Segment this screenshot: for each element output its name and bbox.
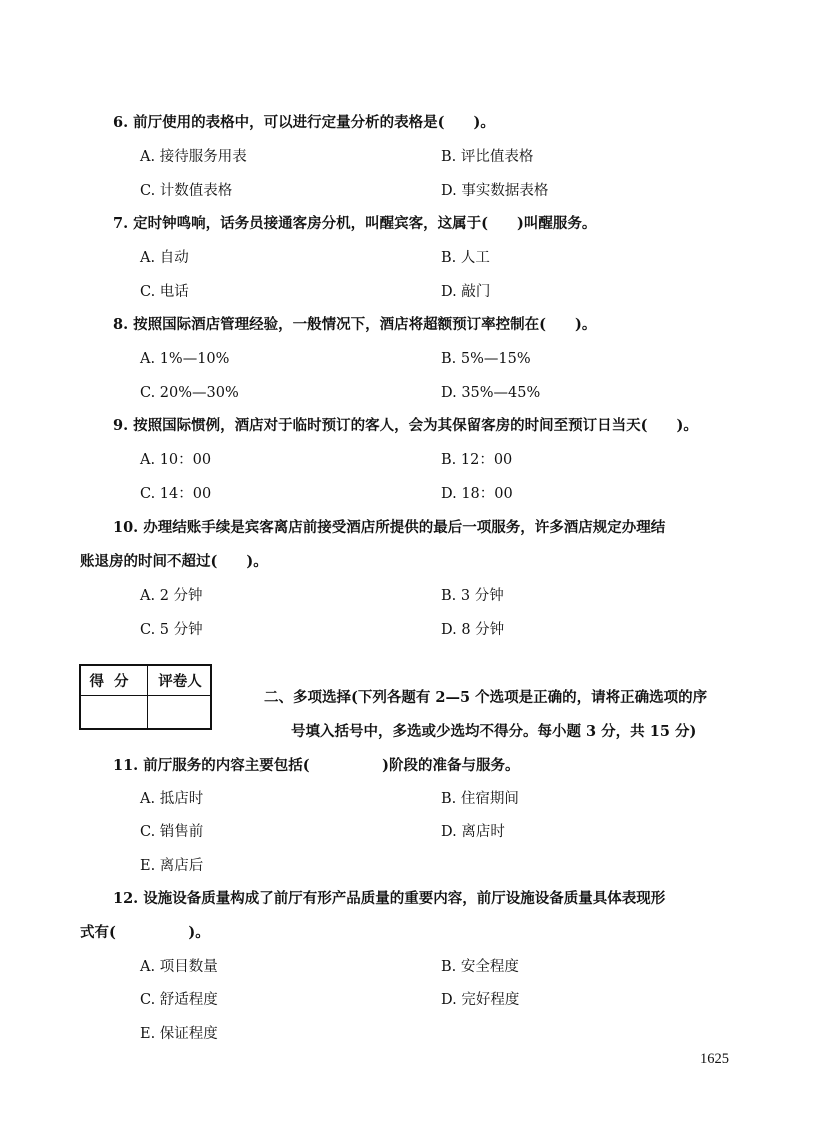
q12-option-e: E. 保证程度: [140, 1026, 218, 1042]
q7-option-b: B. 人工: [441, 250, 490, 266]
q10-option-d: D. 8 分钟: [441, 622, 505, 638]
q7-option-a: A. 自动: [140, 250, 189, 266]
question-10-stem-line1: 10. 办理结账手续是宾客离店前接受酒店所提供的最后一项服务，许多酒店规定办理结: [113, 519, 666, 536]
q6-option-a: A. 接待服务用表: [140, 149, 247, 165]
question-9-stem: 9. 按照国际惯例，酒店对于临时预订的客人，会为其保留客房的时间至预订日当天( )。: [113, 417, 698, 434]
q6-option-d: D. 事实数据表格: [441, 183, 549, 199]
score-table-divider: [147, 666, 148, 728]
score-header: 得分: [89, 673, 139, 690]
q8-option-b: B. 5%—15%: [441, 351, 531, 367]
q11-option-e: E. 离店后: [140, 858, 204, 874]
question-7-stem: 7. 定时钟鸣响，话务员接通客房分机，叫醒宾客，这属于( )叫醒服务。: [113, 215, 597, 232]
q11-option-c: C. 销售前: [140, 824, 204, 840]
q6-option-c: C. 计数值表格: [140, 183, 233, 199]
section-2-subtitle: 号填入括号中，多选或少选均不得分。每小题 3 分，共 15 分): [291, 723, 697, 740]
question-8-stem: 8. 按照国际酒店管理经验，一般情况下，酒店将超额预订率控制在( )。: [113, 316, 597, 333]
question-10-stem-line2: 账退房的时间不超过( )。: [80, 553, 268, 570]
score-table-header: [81, 666, 210, 696]
q7-option-d: D. 敲门: [441, 284, 491, 300]
section-2-title: 二、多项选择(下列各题有 2—5 个选项是正确的，请将正确选项的序: [264, 689, 708, 706]
q8-option-a: A. 1%—10%: [140, 351, 230, 367]
grader-header: 评卷人: [158, 673, 202, 690]
q12-option-b: B. 安全程度: [441, 959, 519, 975]
q8-option-c: C. 20%—30%: [140, 385, 239, 401]
page-number: 1625: [700, 1051, 729, 1067]
q9-option-b: B. 12：00: [441, 452, 513, 468]
score-table: [79, 664, 212, 730]
q11-option-d: D. 离店时: [441, 824, 505, 840]
q10-option-c: C. 5 分钟: [140, 622, 203, 638]
q9-option-d: D. 18：00: [441, 486, 513, 502]
q12-option-d: D. 完好程度: [441, 992, 520, 1008]
q11-option-a: A. 抵店时: [140, 791, 204, 807]
q9-option-a: A. 10：00: [140, 452, 212, 468]
question-12-stem-line2: 式有( )。: [80, 924, 210, 941]
q8-option-d: D. 35%—45%: [441, 385, 541, 401]
q10-option-b: B. 3 分钟: [441, 588, 504, 604]
question-11-stem: 11. 前厅服务的内容主要包括( )阶段的准备与服务。: [113, 757, 520, 774]
q12-option-a: A. 项目数量: [140, 959, 218, 975]
q11-option-b: B. 住宿期间: [441, 791, 519, 807]
q10-option-a: A. 2 分钟: [140, 588, 203, 604]
question-12-stem-line1: 12. 设施设备质量构成了前厅有形产品质量的重要内容，前厅设施设备质量具体表现形: [113, 890, 666, 907]
q6-option-b: B. 评比值表格: [441, 149, 534, 165]
q9-option-c: C. 14：00: [140, 486, 212, 502]
question-6-stem: 6. 前厅使用的表格中，可以进行定量分析的表格是( )。: [113, 114, 495, 131]
q12-option-c: C. 舒适程度: [140, 992, 218, 1008]
q7-option-c: C. 电话: [140, 284, 189, 300]
